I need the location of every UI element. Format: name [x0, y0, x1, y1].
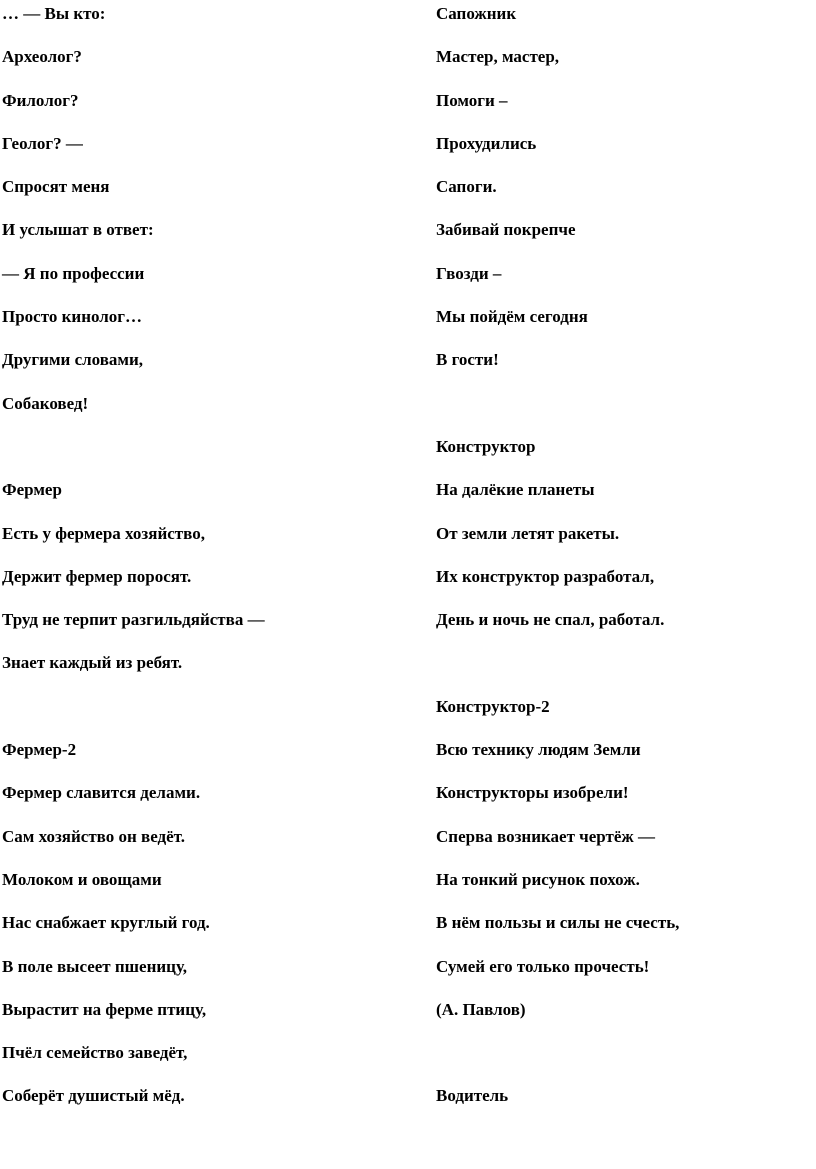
poem-title-voditel: Водитель: [436, 1086, 509, 1106]
poem-line: В нём пользы и силы не счесть,: [436, 913, 680, 933]
poem-line: — Я по профессии: [2, 263, 145, 283]
poem-line: Мы пойдём сегодня: [436, 307, 588, 327]
poem-line: Гвозди –: [436, 263, 502, 283]
poem-title-konstruktor: Конструктор: [436, 436, 536, 456]
poem-title-fermer-2: Фермер-2: [2, 740, 77, 760]
blank-line: [436, 390, 814, 433]
poem-line: … — Вы кто:: [2, 4, 106, 23]
poem-line: Есть у фермера хозяйство,: [2, 523, 205, 543]
poem-line: Знает каждый из ребят.: [2, 653, 183, 673]
poem-line: Собаковед!: [2, 393, 89, 413]
poem-line: Мастер, мастер,: [436, 47, 560, 67]
poem-line: Археолог?: [2, 47, 82, 67]
poem-line: Просто кинолог…: [2, 307, 143, 327]
poem-line: И услышат в ответ:: [2, 220, 154, 240]
poem-line: День и ночь не спал, работал.: [436, 610, 665, 630]
poem-line: Сапоги.: [436, 177, 497, 197]
poem-title-fermer: Фермер: [2, 480, 62, 500]
poem-line: На тонкий рисунок похож.: [436, 869, 640, 889]
poem-line: Сам хозяйство он ведёт.: [2, 826, 186, 846]
poem-line: В поле высеет пшеницу,: [2, 956, 188, 976]
poem-line: Соберёт душистый мёд.: [2, 1086, 185, 1106]
poem-line: Филолог?: [2, 90, 79, 110]
poem-line: Конструкторы изобрели!: [436, 783, 629, 803]
poem-line: От земли летят ракеты.: [436, 523, 620, 543]
poem-line: Спросят меня: [2, 177, 110, 197]
poem-line: Сумей его только прочесть!: [436, 956, 650, 976]
poem-line: В гости!: [436, 350, 499, 370]
left-poem-column: [2, 0, 422, 1126]
poem-line: Другими словами,: [2, 350, 144, 370]
blank-line: [436, 1039, 814, 1082]
poem-line: Прохудились: [436, 133, 537, 153]
right-poem-column: [436, 0, 814, 1126]
poem-title-sapozhnik: Сапожник: [436, 4, 517, 23]
poem-line: На далёкие планеты: [436, 480, 595, 500]
poem-line: Фермер славится делами.: [2, 783, 201, 803]
poem-line: Пчёл семейство заведёт,: [2, 1043, 188, 1063]
blank-line: [2, 433, 422, 476]
poem-line: Нас снабжает круглый год.: [2, 913, 210, 933]
poem-line: Труд не терпит разгильдяйства —: [2, 610, 265, 630]
poem-line: Всю технику людям Земли: [436, 740, 641, 760]
poem-line: Держит фермер поросят.: [2, 566, 192, 586]
blank-line: [436, 649, 814, 692]
poem-line: Сперва возникает чертёж —: [436, 826, 656, 846]
poem-title-konstruktor-2: Конструктор-2: [436, 696, 550, 716]
poem-line: Молоком и овощами: [2, 869, 162, 889]
poem-line: Забивай покрепче: [436, 220, 576, 240]
poem-line: Вырастит на ферме птицу,: [2, 999, 207, 1019]
poem-line: Геолог? —: [2, 133, 83, 153]
poem-line: Их конструктор разработал,: [436, 566, 655, 586]
poem-author: (А. Павлов): [436, 999, 526, 1019]
blank-line: [2, 693, 422, 736]
poem-line: Помоги –: [436, 90, 508, 110]
